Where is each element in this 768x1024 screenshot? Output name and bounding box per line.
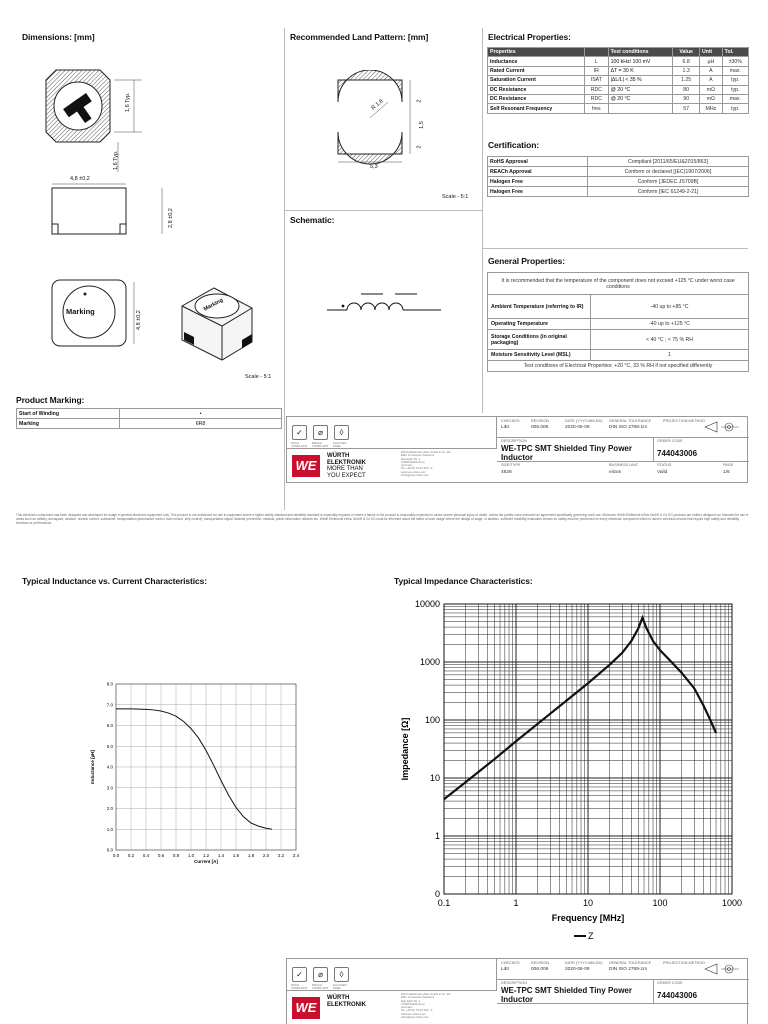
land-pattern-drawing [330, 70, 430, 170]
cell: µH [700, 57, 723, 66]
inductance-chart [80, 676, 305, 876]
y-tick-label: 1 [434, 831, 440, 841]
cell: A [700, 76, 723, 85]
cell: 6R8 [120, 419, 282, 429]
info-grid [497, 417, 749, 484]
col-header: Unit [700, 48, 723, 57]
badge-label: ROHS COMPLIANT [291, 441, 308, 449]
cell: A [700, 66, 723, 75]
table-row [488, 330, 749, 350]
table-row [488, 273, 749, 295]
y-tick-label: 1000 [419, 657, 440, 667]
badge-label: HALOGEN FREE [333, 983, 347, 991]
y-tick-label: 10000 [414, 599, 440, 609]
order-code-label: ORDER CODE [657, 439, 683, 443]
dim-width: 4,8 ±0,2 [70, 176, 90, 182]
divider [284, 28, 285, 510]
section-title: Schematic: [290, 215, 335, 225]
cell: Storage Conditions (in original packaging) [488, 330, 591, 350]
cell: Halogen Free [488, 187, 588, 197]
badge-label: ROHS COMPLIANT [291, 983, 308, 991]
cell: Self Resonant Frequency [488, 104, 585, 113]
col-header [585, 48, 608, 57]
x-tick-label: 1.2 [202, 853, 210, 858]
section-title: Electrical Properties: [488, 32, 571, 42]
dim-typ: 1,6 Typ. [113, 150, 119, 170]
series-line [444, 618, 716, 800]
y-tick-label: 6.0 [106, 723, 113, 728]
projection-icon [703, 961, 743, 977]
x-tick-label: 100 [652, 898, 668, 908]
dim-height: 2,8 ±0,2 [168, 208, 174, 228]
date-label: DATE (YYYY-MM-DD) [565, 961, 603, 965]
scale-label: Scale - 5:1 [442, 194, 469, 200]
business-unit-label: BUSINESS UNIT [609, 463, 639, 467]
section-title: Certification: [488, 140, 540, 150]
cell: 90 [673, 94, 700, 103]
x-tick-label: 0.2 [127, 853, 135, 858]
cell: Compliant [2011/65/EU&2015/863] [588, 157, 749, 167]
cell: Marking [17, 419, 120, 429]
section-title: Dimensions: [mm] [22, 32, 95, 42]
dimension-drawing [30, 50, 280, 370]
cell: Saturation Current [488, 76, 585, 85]
cell: REACh Approval [488, 167, 588, 177]
table-row [488, 350, 749, 361]
marking-label-3d: Marking [202, 297, 225, 313]
badge-label: REACH COMPLIANT [312, 983, 329, 991]
page-value: 1/6 [723, 470, 730, 475]
land-dim: 2 [416, 145, 423, 149]
impedance-chart [394, 594, 750, 944]
x-tick-label: 0.4 [142, 853, 150, 858]
x-tick-label: 10 [582, 898, 594, 908]
x-axis-label: Frequency [MHz] [551, 913, 625, 923]
page-label: PAGE [723, 463, 734, 467]
table-row [17, 409, 282, 419]
product-title: WE-TPC SMT Shielded Tiny Power Inductor [501, 986, 632, 1004]
projection-label: PROJECTION METHOD [663, 961, 705, 965]
x-axis-label: Current [A] [194, 859, 218, 864]
note: It is recommended that the temperature of the component does not exceed +125 °C under worst case conditions [488, 273, 749, 295]
description-label: DESCRIPTION [501, 439, 527, 443]
order-code: 744043006 [657, 449, 698, 458]
y-axis-label: Impedance [Ω] [400, 717, 410, 781]
tolerance-label: GENERAL TOLERANCE [609, 961, 652, 965]
revision-label: REVISION [531, 961, 550, 965]
title-block [286, 416, 748, 483]
checked-label: CHECKED [501, 961, 520, 965]
col-header: Tol. [722, 48, 748, 57]
cell: 80 [673, 85, 700, 94]
date-value: 2020-06-09 [565, 425, 590, 430]
description-label: DESCRIPTION [501, 981, 527, 985]
cell: @ 20 °C [608, 85, 673, 94]
cell: Moisture Sensitivity Level (MSL) [488, 350, 591, 361]
x-tick-label: 2.0 [262, 853, 270, 858]
land-dim: 5,3 [370, 164, 378, 170]
y-tick-label: 8.0 [106, 681, 113, 687]
projection-label: PROJECTION METHOD [663, 419, 705, 423]
divider [284, 210, 482, 211]
cell: mΩ [700, 94, 723, 103]
cell: -40 up to +85 °C [591, 295, 749, 319]
electrical-properties-table [487, 47, 749, 114]
legend-label: Z [588, 931, 594, 941]
cell: typ. [722, 85, 748, 94]
cell: IR [585, 66, 608, 75]
cell: Conform [JEDEC JS709B] [588, 177, 749, 187]
date-value: 2020-06-09 [565, 967, 590, 972]
size-value: 4828 [501, 470, 512, 475]
we-logo: WE [292, 997, 320, 1019]
reach-icon: ⌀ [313, 425, 328, 440]
chart-title: Typical Impedance Characteristics: [394, 576, 533, 586]
x-tick-label: 2.2 [277, 853, 285, 858]
reach-icon: ⌀ [313, 967, 328, 982]
cell: • [120, 409, 282, 419]
table-row [488, 319, 749, 330]
y-tick-label: 5.0 [106, 743, 113, 749]
y-axis-label: Inductance [µH] [90, 750, 95, 784]
cell: Conform [IEC 61249-2-21] [588, 187, 749, 197]
halogen-free-icon: ◊ [334, 967, 349, 982]
y-tick-label: 1.0 [106, 826, 113, 832]
x-tick-label: 0.1 [437, 898, 451, 908]
table-row [488, 76, 749, 85]
table-row [488, 94, 749, 103]
x-tick-label: 1.0 [187, 853, 195, 858]
marking-label: Marking [66, 307, 95, 316]
cell: RDC [585, 85, 608, 94]
cell: RoHS Approval [488, 157, 588, 167]
date-label: DATE (YYYY-MM-DD) [565, 419, 603, 423]
x-tick-label: 0.8 [172, 853, 180, 858]
dim-typ: 1,6 Typ. [125, 92, 131, 112]
table-row [488, 295, 749, 319]
title-block [286, 958, 748, 1024]
cell: -40 up to +125 °C [591, 319, 749, 330]
badge-label: REACH COMPLIANT [312, 441, 329, 449]
cell: < 40 °C ; < 75 % RH [591, 330, 749, 350]
cell: RDC [585, 94, 608, 103]
table-row [488, 57, 749, 66]
halogen-free-icon: ◊ [334, 425, 349, 440]
revision-value: 006.006 [531, 967, 549, 972]
cell: fres [585, 104, 608, 113]
projection-icon [703, 419, 743, 435]
cell: 1.3 [673, 66, 700, 75]
y-tick-label: 2.0 [106, 806, 113, 811]
divider [482, 248, 748, 249]
y-tick-label: 0 [434, 889, 440, 899]
rohs-icon: ✓ [292, 967, 307, 982]
disclaimer: This electronic component has been designed and developed for usage in general electronic equipment only. This product is not authorized for use in equipment where a higher safety standard and reliability standard is especially required or where a failure of the product is reasonably expected to cause severe personal injury or death, unless the parties have executed an agreement specifically governing such use. Moreover Würth Elektronik eiSos GmbH & Co KG products are neither designed nor intended for use in areas such as military, aerospace, aviation, nuclear control, submarine, transportation (automotive control, train control, ship control), transportation signal, disaster prevention, medical, public information network etc. Würth Elektronik eiSos GmbH & Co KG must be informed about the intent of such usage before the design-in stage. In addition, sufficient reliability evaluation checks for safety must be performed on every electronic component which is used in electrical circuits that require high safety and reliability functions or performance. [16, 513, 749, 525]
cell: Operating Temperature [488, 319, 591, 330]
chart-title: Typical Inductance vs. Current Characteristics: [22, 576, 208, 586]
table-row [488, 66, 749, 75]
table-row [17, 419, 282, 429]
status-label: STATUS [657, 463, 672, 467]
cell: ISAT [585, 76, 608, 85]
cell: MHz [700, 104, 723, 113]
order-code-label: ORDER CODE [657, 981, 683, 985]
badge-label: HALOGEN FREE [333, 441, 347, 449]
x-tick-label: 1.8 [247, 853, 255, 858]
cell: ±30% [722, 57, 748, 66]
cell: 100 kHz/ 100 mV [608, 57, 673, 66]
certification-table [487, 156, 749, 197]
section-title: General Properties: [488, 256, 565, 266]
table-row [488, 104, 749, 113]
tolerance-label: GENERAL TOLERANCE [609, 419, 652, 423]
tolerance-value: DIN ISO 2768-1m [609, 425, 648, 430]
checked-label: CHECKED [501, 419, 520, 423]
land-dim: R 1,8 [370, 98, 385, 112]
cell: Start of Winding [17, 409, 120, 419]
y-tick-label: 0.0 [106, 847, 113, 853]
table-row [488, 85, 749, 94]
dim-side: 4,8 ±0,2 [136, 310, 142, 330]
x-tick-label: 0.0 [112, 853, 120, 858]
cell: typ. [722, 104, 748, 113]
schematic-coil [325, 290, 445, 320]
checked-value: LiEI [501, 967, 510, 972]
table-row [488, 177, 749, 187]
col-header: Value [673, 48, 700, 57]
cell: max. [722, 94, 748, 103]
table-row [488, 157, 749, 167]
cell: Halogen Free [488, 177, 588, 187]
rohs-icon: ✓ [292, 425, 307, 440]
general-properties-table [487, 272, 749, 372]
order-code: 744043006 [657, 991, 698, 1000]
col-header: Test conditions [608, 48, 673, 57]
y-tick-label: 100 [424, 715, 440, 725]
table-row [488, 187, 749, 197]
company-address: Würth Elektronik eiSos GmbH & Co. KG EMC & Inductive Solutions Max-Eyth-Str. 1 74638 Waldenburg Germany Tel. +49 (0) 79 42 945 - 0 www.we-online.com eiSos@we-online.com [401, 450, 451, 478]
cell: 1.25 [673, 76, 700, 85]
x-tick-label: 1.4 [217, 853, 225, 858]
company-address: Würth Elektronik eiSos GmbH & Co. KG EMC & Inductive Solutions Max-Eyth-Str. 1 74638 Waldenburg Germany Tel. +49 (0) 79 42 945 - 0 www.we-online.com eiSos@we-online.com [401, 993, 451, 1020]
tolerance-value: DIN ISO 2768-1m [609, 967, 648, 972]
cell: Inductance [488, 57, 585, 66]
section-title: Recommended Land Pattern: [mm] [290, 32, 429, 42]
cell: DC Resistance [488, 94, 585, 103]
badge-area [287, 959, 497, 991]
cell: typ. [722, 76, 748, 85]
we-logo: WE [292, 455, 320, 477]
table-row [488, 167, 749, 177]
product-title: WE-TPC SMT Shielded Tiny Power Inductor [501, 444, 632, 462]
divider [482, 28, 483, 413]
x-tick-label: 2.4 [292, 853, 300, 858]
cell: |ΔL/L| < 35 % [608, 76, 673, 85]
size-label: SIZE/TYPE [501, 463, 521, 467]
revision-value: 006.006 [531, 425, 549, 430]
y-tick-label: 3.0 [106, 785, 113, 791]
table-row [488, 361, 749, 372]
cell: Rated Current [488, 66, 585, 75]
cell: 57 [673, 104, 700, 113]
scale-label: Scale - 5:1 [245, 374, 272, 380]
land-dim: 2 [416, 99, 423, 103]
status-value: Valid [657, 470, 668, 475]
product-marking-table [16, 408, 282, 429]
cell: Ambient Temperature (referring to IR) [488, 295, 591, 319]
brand-name: WÜRTH ELEKTRONIK MORE THAN YOU EXPECT [327, 453, 366, 479]
land-dim: 1,5 [418, 121, 425, 129]
x-tick-label: 1000 [721, 898, 743, 908]
info-grid [497, 959, 749, 1024]
cell: 1 [591, 350, 749, 361]
y-tick-label: 4.0 [106, 764, 113, 770]
col-header: Properties [488, 48, 585, 57]
cell: L [585, 57, 608, 66]
brand-name: WÜRTH ELEKTRONIK [327, 995, 366, 1008]
series-line [116, 709, 272, 829]
x-tick-label: 1 [513, 898, 519, 908]
cell: ΔT = 30 K [608, 66, 673, 75]
badge-area [287, 417, 497, 449]
cell: max. [722, 66, 748, 75]
y-tick-label: 7.0 [106, 702, 113, 708]
section-title: Product Marking: [16, 395, 85, 405]
cell: DC Resistance [488, 85, 585, 94]
cell: 6.8 [673, 57, 700, 66]
x-tick-label: 0.6 [157, 853, 165, 858]
x-tick-label: 1.6 [232, 853, 240, 858]
footer-note: Test conditions of Electrical Properties: +20 °C, 33 % RH if not specified differently [488, 361, 749, 372]
cell: @ 20 °C [608, 94, 673, 103]
y-tick-label: 10 [429, 773, 440, 783]
checked-value: LiEI [501, 425, 510, 430]
revision-label: REVISION [531, 419, 550, 423]
business-unit-value: eiSos [609, 470, 621, 475]
cell: mΩ [700, 85, 723, 94]
cell [608, 104, 673, 113]
cell: Conform or declared [(EC)1907/2006] [588, 167, 749, 177]
